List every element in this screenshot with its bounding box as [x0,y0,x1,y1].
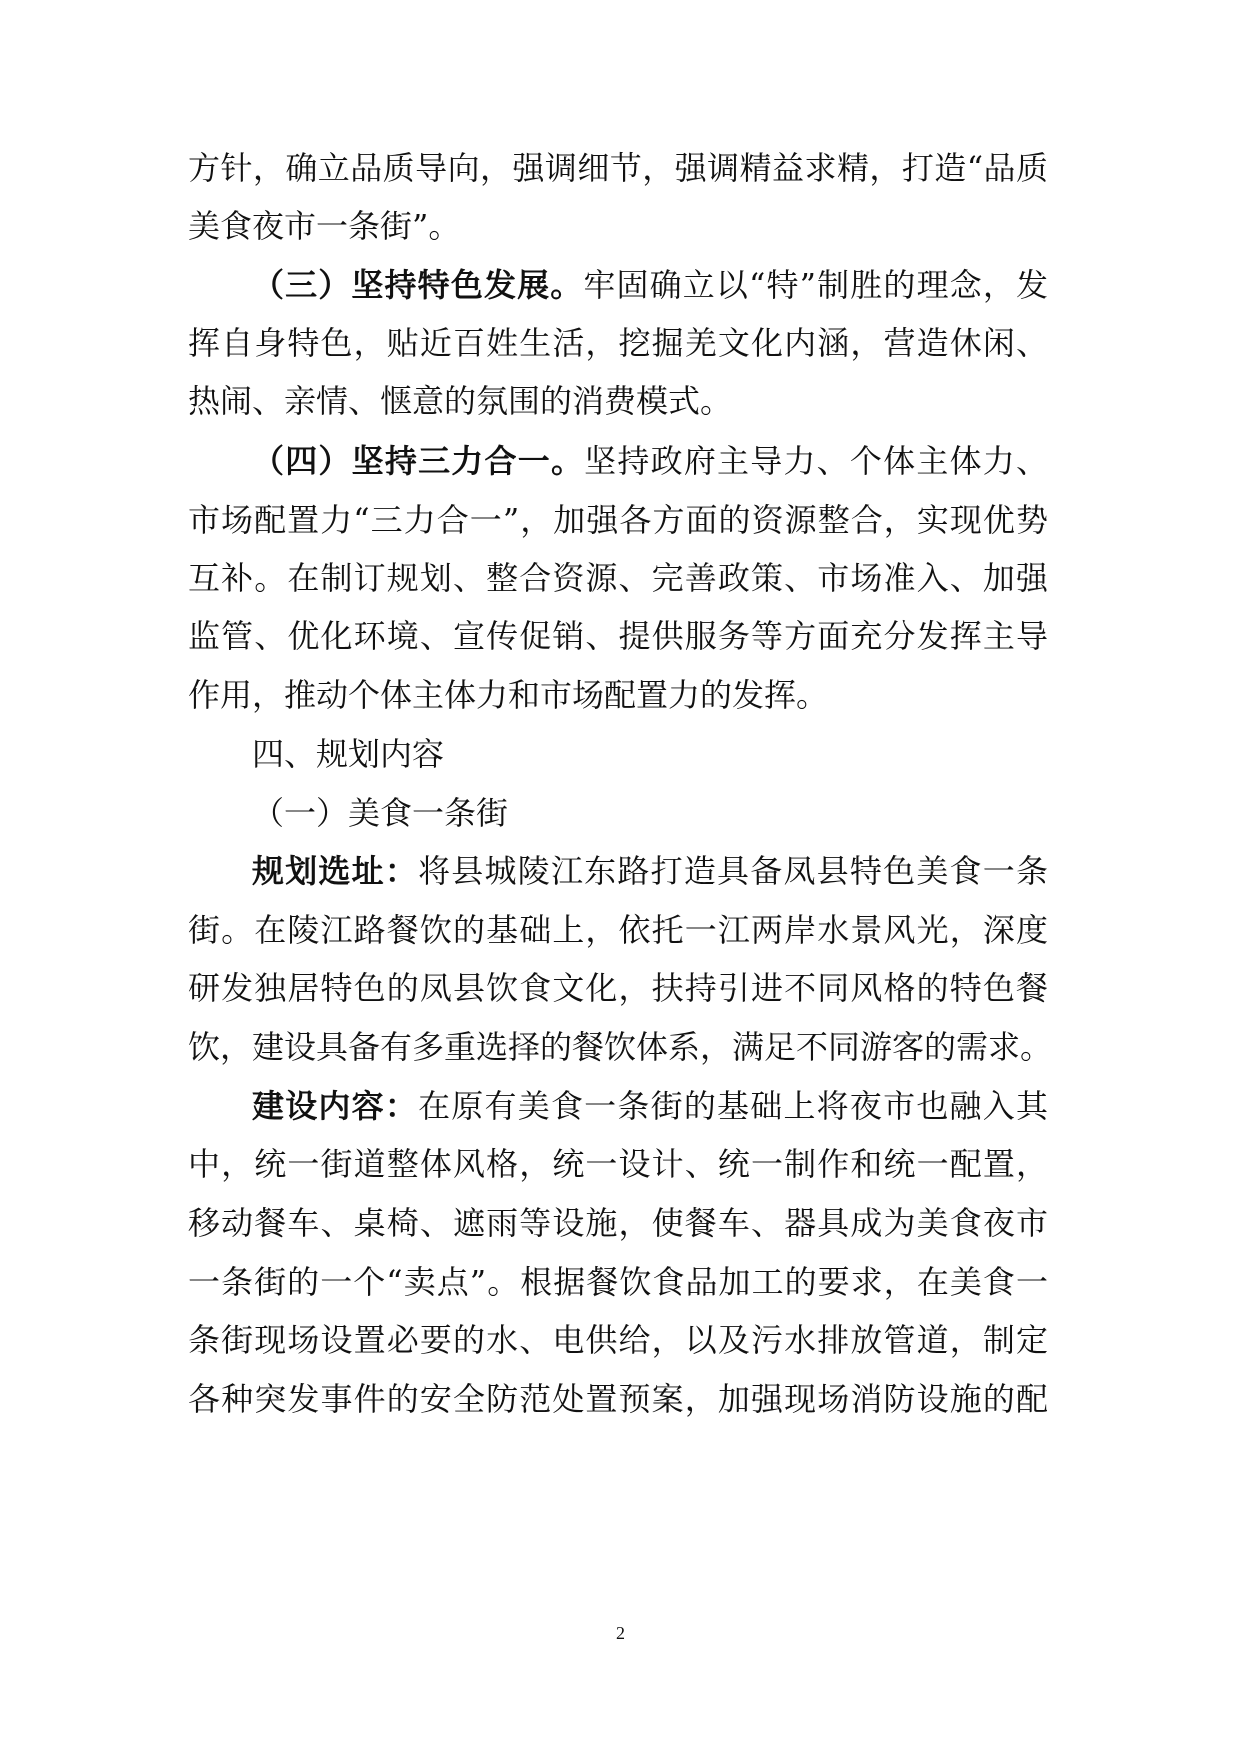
text-line-18: 中，统一街道整体风格，统一设计、统一制作和统一配置， [188,1145,1048,1183]
text-line-2: 美食夜市一条街”。 [188,207,461,245]
site-selection-text: 将县城陵江东路打造具备凤县特色美食一条 [418,852,1048,890]
text-line-8: 互补。在制订规划、整合资源、完善政策、市场准入、加强 [188,559,1048,597]
text-line-21: 条街现场设置必要的水、电供给，以及污水排放管道，制定 [188,1321,1048,1359]
chapter-heading-planning-content: 四、规划内容 [252,735,445,773]
text-line-20: 一条街的一个“卖点”。根据餐饮食品加工的要求，在美食一 [188,1263,1048,1301]
text-line-1: 方针，确立品质导向，强调细节，强调精益求精，打造“品质 [188,149,1048,187]
section-3-paragraph-start [252,265,1048,305]
construction-content-text: 在原有美食一条街的基础上将夜市也融入其 [418,1087,1048,1125]
page-number: 2 [616,1623,625,1643]
text-line-4: 挥自身特色，贴近百姓生活，挖掘羌文化内涵，营造休闲、 [188,324,1048,362]
section-4-heading: （四）坚持三力合一。 [252,442,585,480]
text-line-14: 街。在陵江路餐饮的基础上，依托一江两岸水景风光，深度 [188,911,1048,949]
text-line-10: 作用，推动个体主体力和市场配置力的发挥。 [188,676,829,714]
section-4-text: 坚持政府主导力、个体主体力、 [584,442,1048,480]
site-selection-paragraph-start [252,851,1048,891]
section-3-text: 牢固确立以“特”制胜的理念，发 [583,266,1048,304]
text-line-7: 市场配置力“三力合一”，加强各方面的资源整合，实现优势 [188,501,1048,539]
text-line-16: 饮，建设具备有多重选择的餐饮体系，满足不同游客的需求。 [188,1028,1053,1066]
construction-content-label: 建设内容： [252,1087,419,1125]
text-line-9: 监管、优化环境、宣传促销、提供服务等方面充分发挥主导 [188,617,1048,655]
text-line-15: 研发独居特色的凤县饮食文化，扶持引进不同风格的特色餐 [188,969,1048,1007]
subheading-food-street: （一）美食一条街 [252,794,509,832]
construction-content-paragraph-start [252,1086,1048,1126]
text-line-5: 热闹、亲情、惬意的氛围的消费模式。 [188,382,733,420]
section-4-paragraph-start [252,441,1048,481]
text-line-19: 移动餐车、桌椅、遮雨等设施，使餐车、器具成为美食夜市 [188,1204,1048,1242]
text-line-22: 各种突发事件的安全防范处置预案，加强现场消防设施的配 [188,1380,1048,1418]
section-3-heading: （三）坚持特色发展。 [252,266,584,304]
site-selection-label: 规划选址： [252,852,419,890]
